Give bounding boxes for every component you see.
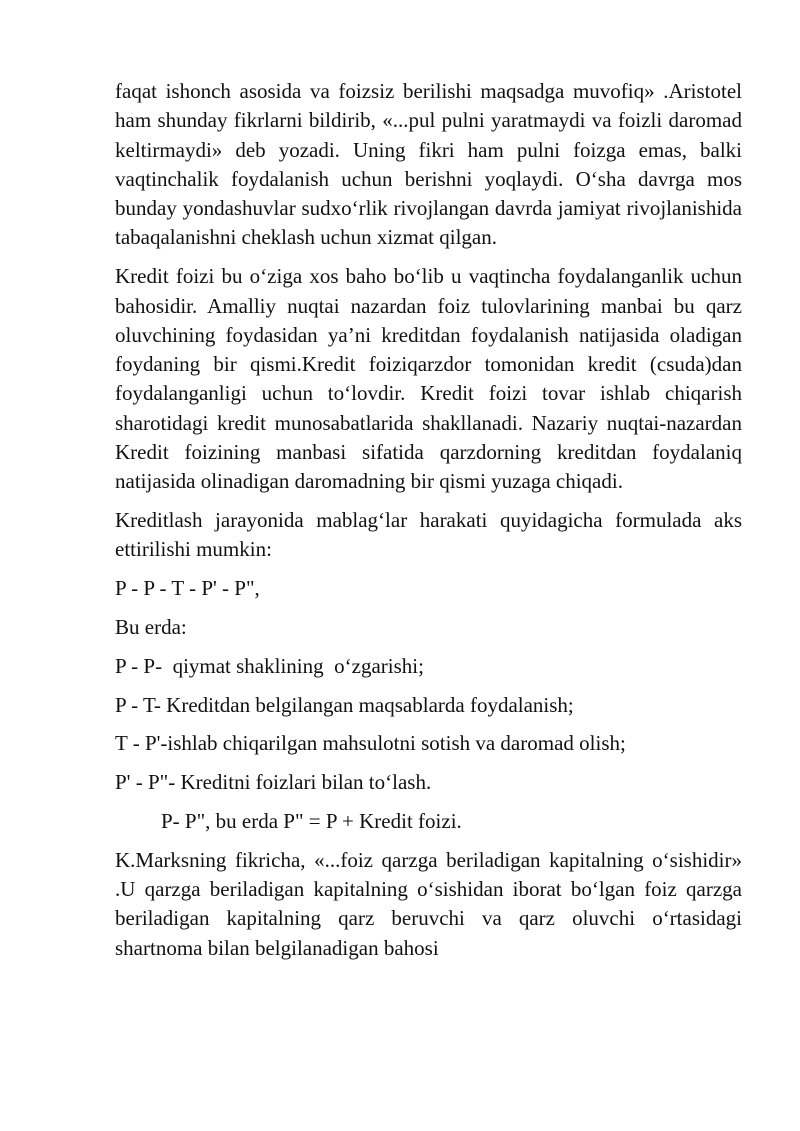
formula-item-5: P- P", bu erda P" = P + Kredit foizi. — [161, 809, 462, 834]
paragraph-kredit-foizi: Kredit foizi bu o‘ziga xos baho bo‘lib u vaqtincha foydalanganlik uchun bahosidir. Amalliy nuqtai nazardan foiz tulovlarining manbai bu qarz oluvchining foydasidan ya’ni kreditdan foydalanish natijasida oladigan foydaning bir qismi.Kredit foiziqarzdor tomonidan kredit (csuda)dan foydalanganligi uchun to‘lovdir. Kredit foizi tovar ishlab chiqarish sharotidagi kredit munosabatlarida shakllanadi. Nazariy nuqtai-nazardan Kredit foizining manbasi sifatida qarzdorning kreditdan foydalaniq natijasida olinadigan daromadning bir qismi yuzaga chiqadi. — [115, 264, 742, 494]
bu-erda-label: Bu erda: — [115, 615, 187, 640]
paragraph-kreditlash-jarayoni: Kreditlash jarayonida mablag‘lar harakati quyidagicha formulada aks ettirilishi mumkin: — [115, 508, 742, 562]
paragraph-marks: K.Marksning fikricha, «...foiz qarzga beriladigan kapitalning o‘sishidir» .U qarzga beriladigan kapitalning o‘sishidan iborat bo‘lgan foiz qarzga beriladigan kapitalning qarz beruvchi va qarz oluvchi o‘rtasidagi shartnoma bilan belgilanadigan bahosi — [115, 847, 742, 960]
formula-item-1: P - P- qiymat shaklining o‘zgarishi; — [115, 653, 424, 678]
paragraph-aristotel: faqat ishonch asosida va foizsiz berilishi maqsadga muvofiq» .Aristotel ham shunday fikrlarni bildirib, «...pul pulni yaratmaydi va foizli daromad keltirmaydi» deb yozadi. Uning fikri ham pulni foizga emas, balki vaqtinchalik foydalanish uchun berishni yoqlaydi. O‘sha davrga mos bunday yondashuvlar sudxo‘rlik rivojlangan davrda jamiyat rivojlanishida tabaqalanishni cheklash uchun xizmat qilgan. — [115, 79, 742, 250]
formula-item-2: P - T- Kreditdan belgilangan maqsablarda foydalanish; — [115, 692, 574, 717]
document-page — [115, 77, 742, 973]
formula-item-4: P' - P"- Kreditni foizlari bilan to‘lash. — [115, 770, 432, 795]
formula-item-3: T - P'-ishlab chiqarilgan mahsulotni sotish va daromad olish; — [115, 731, 626, 756]
formula-line: P - P - T - P' - P", — [115, 576, 260, 601]
